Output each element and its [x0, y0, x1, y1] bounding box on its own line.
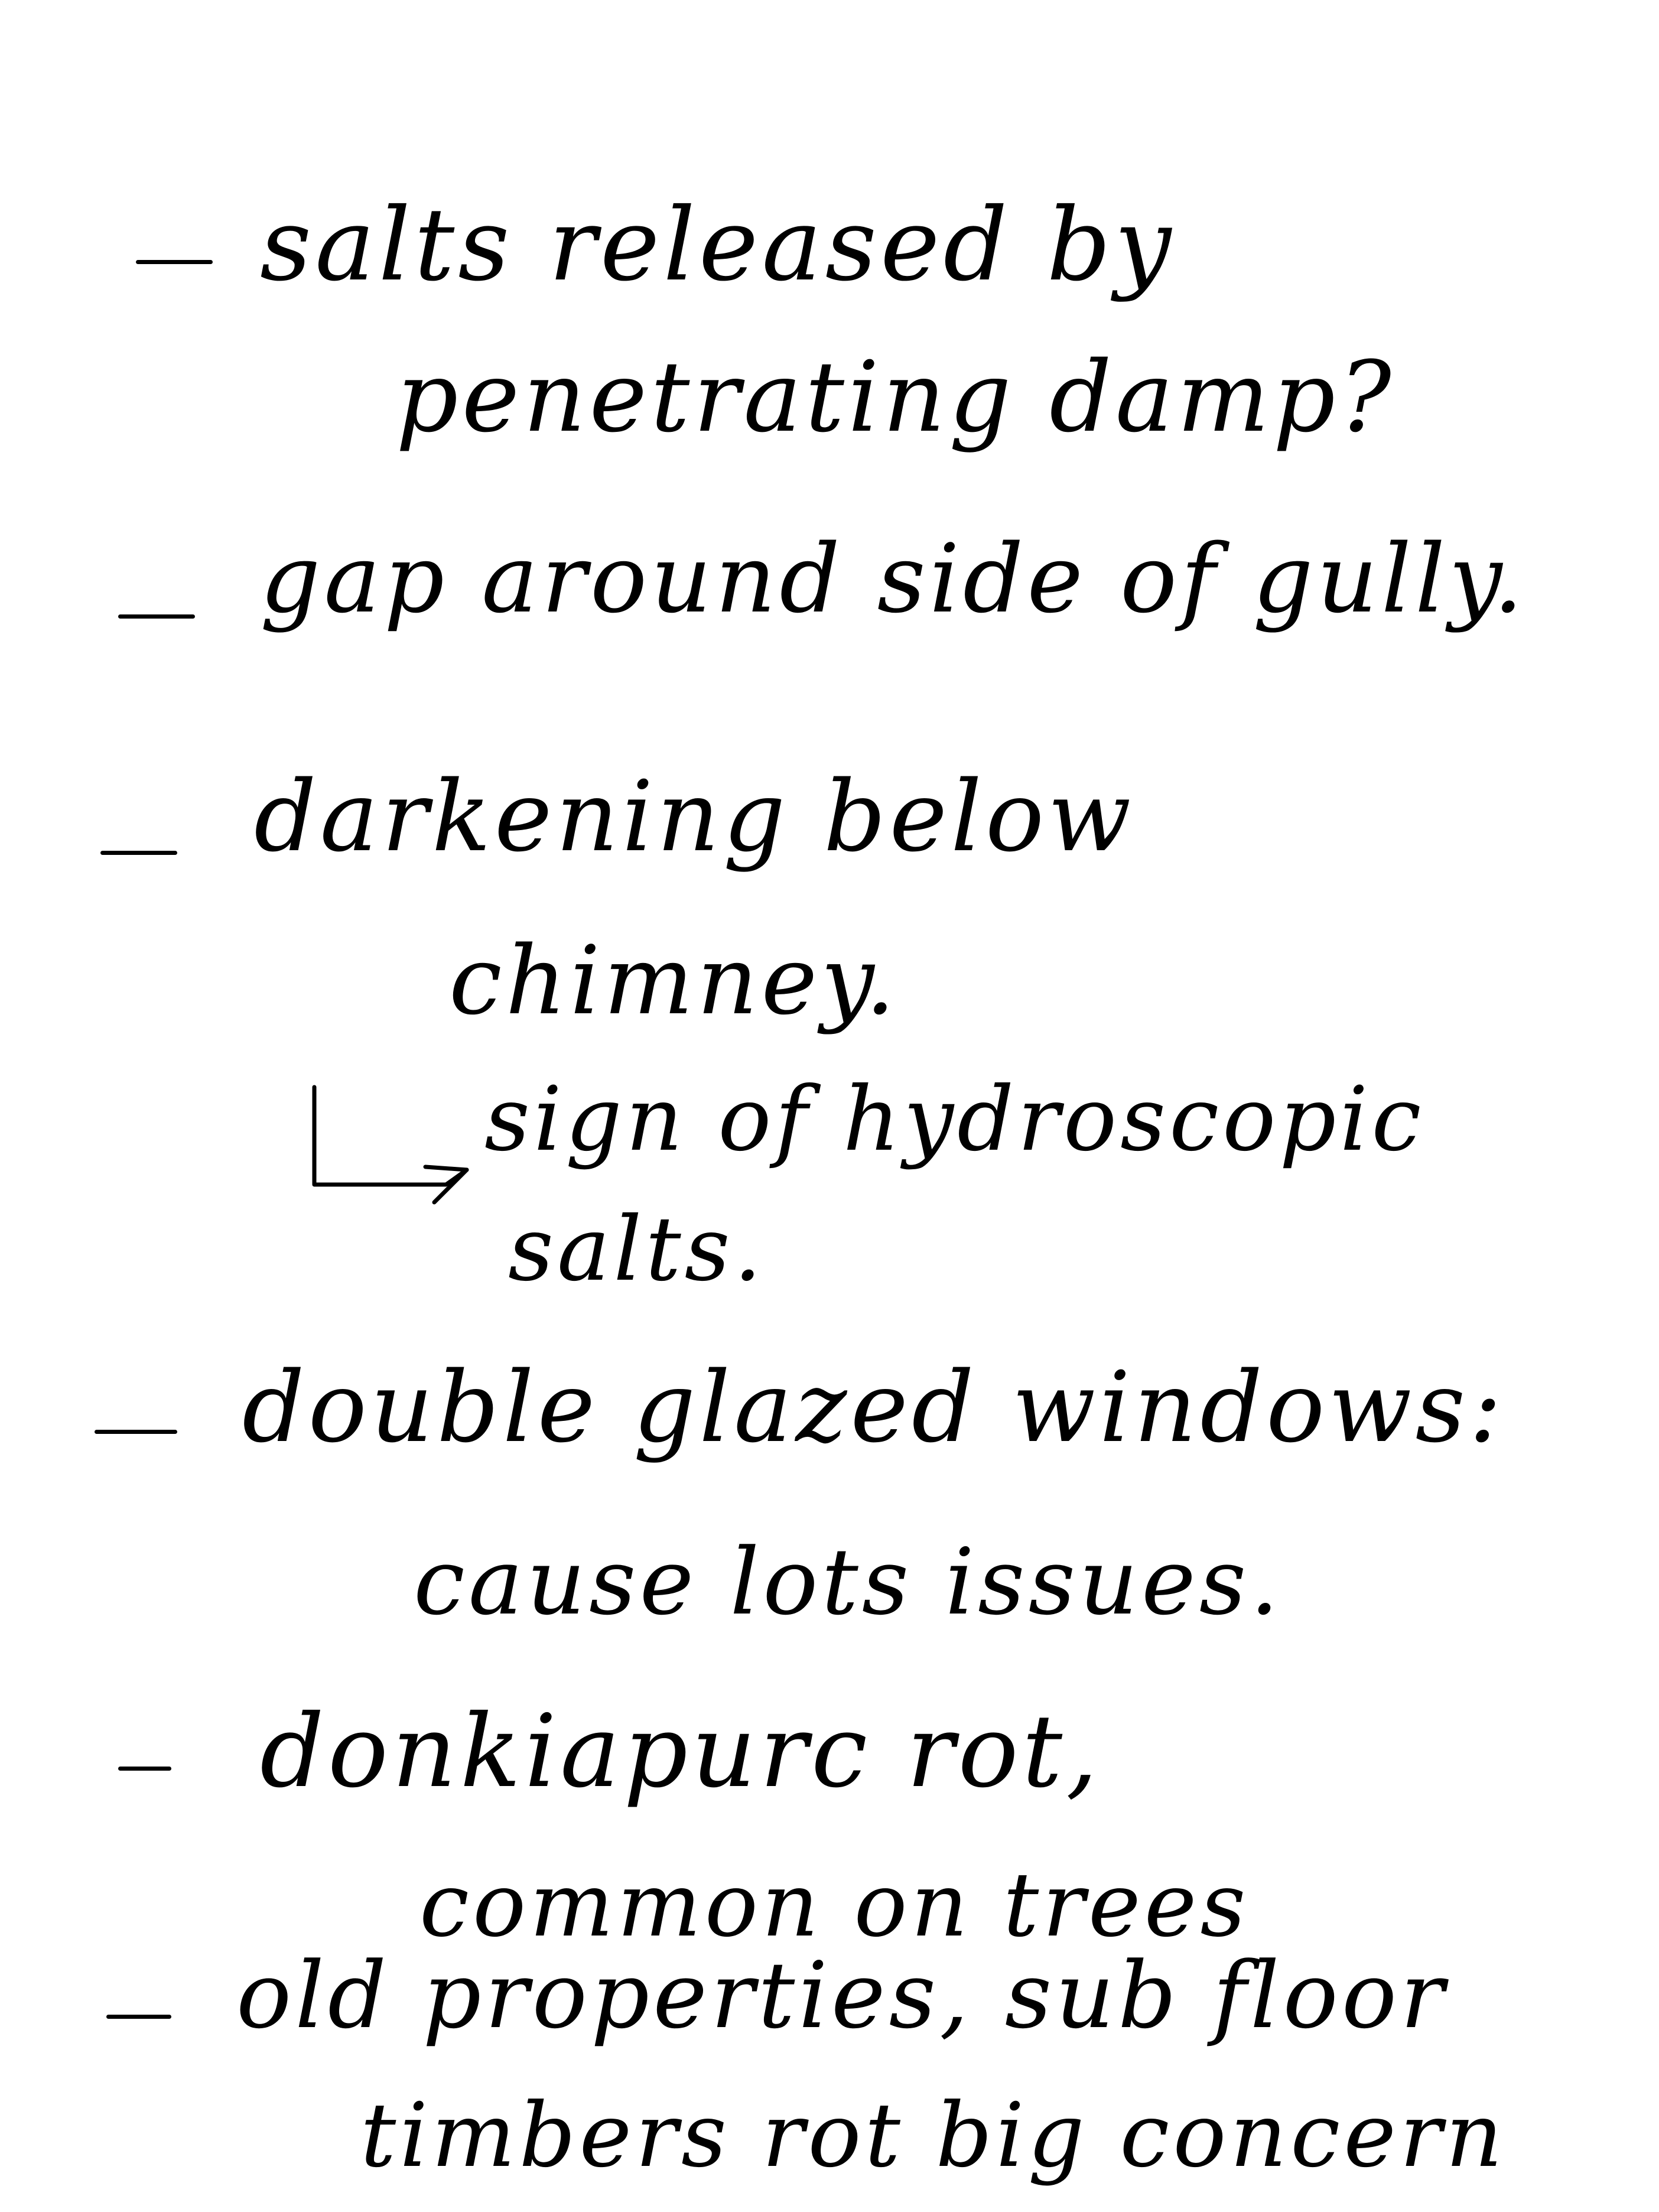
- note-line: cause lots issues.: [414, 1528, 1283, 1635]
- bullet-dash: [136, 260, 213, 264]
- note-line: old properties, sub floor: [236, 1942, 1448, 2049]
- note-line: gap around side of gully.: [260, 523, 1527, 634]
- bullet-dash: [118, 1767, 171, 1771]
- note-line: salts released by: [260, 187, 1175, 304]
- note-line: common on trees: [419, 1854, 1250, 1957]
- note-line: double glazed windows:: [242, 1351, 1505, 1464]
- note-line: salts.: [508, 1198, 766, 1301]
- bullet-dash: [100, 851, 177, 855]
- note-line: sign of hydroscopic: [484, 1068, 1425, 1171]
- note-line: chimney.: [449, 925, 899, 1036]
- bullet-dash: [118, 614, 195, 619]
- sub-point-arrow-icon: [307, 1081, 484, 1205]
- bullet-dash: [106, 2015, 171, 2019]
- note-line: darkening below: [254, 760, 1135, 873]
- bullet-dash: [95, 1430, 177, 1434]
- note-line: timbers rot big concern: [360, 2084, 1507, 2187]
- note-line: penetrating damp?: [396, 340, 1395, 454]
- note-line: donkiapurc rot,: [260, 1693, 1102, 1810]
